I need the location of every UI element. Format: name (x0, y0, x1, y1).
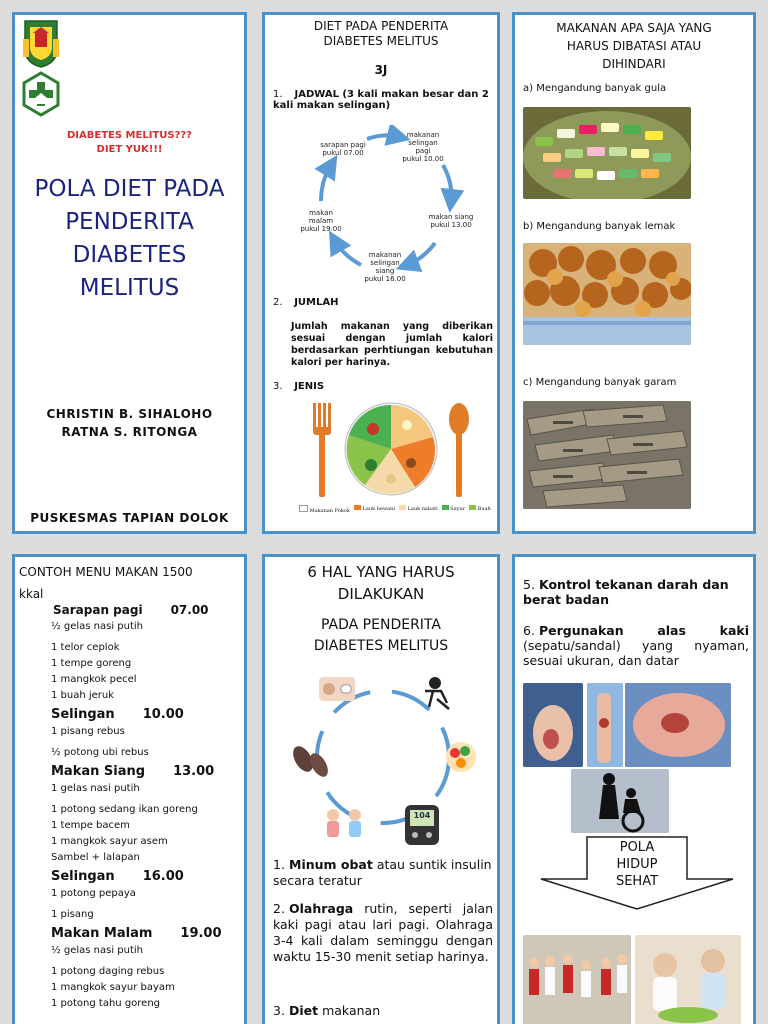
author-1: CHRISTIN B. SIHALOHO (46, 407, 213, 421)
do-item-2-bold: Olahraga (289, 901, 354, 916)
do-item-6-bold: Pergunakan alas kaki (539, 623, 749, 638)
cover-footer: PUSKESMAS TAPIAN DOLOK (30, 511, 229, 525)
foot-icon (289, 743, 331, 780)
menu-item: 1 mangkok pecel (51, 674, 137, 685)
cycle-selingan-pagi (393, 131, 453, 163)
jumlah-item (273, 297, 493, 308)
cycle-selingan-pagi-l2: selingan (408, 139, 438, 147)
author-2: RATNA S. RITONGA (61, 425, 198, 439)
jadwal-item (273, 89, 493, 111)
menu-item: ½ gelas nasi putih (51, 945, 144, 956)
restricted-foods-panel (512, 12, 756, 534)
menu-list (51, 603, 241, 1014)
panel3-title-line-2: HARUS DIBATASI ATAU (566, 39, 702, 53)
group-exercise-photo (523, 935, 631, 1024)
do-item-1-text: atau suntik insulin secara teratur (273, 857, 492, 888)
menu-item: 1 pisang rebus (51, 726, 125, 737)
cycle-makan-siang-label: makan siang (428, 213, 474, 221)
panel5-subtitle (265, 615, 497, 657)
title-line-4: MELITUS (79, 275, 180, 301)
healthy-life-text (587, 839, 687, 890)
healthy-life-panel (512, 554, 756, 1024)
cycle-sarapan (313, 141, 373, 157)
jadwal-text: JADWAL (3 kali makan besar dan 2 kali makan selingan) (273, 89, 489, 111)
do-item-6-text: (sepatu/sandal) yang nyaman, sesuai ukuran, dan datar (523, 638, 749, 668)
healthy-life-line-2: HIDUP (616, 857, 658, 872)
title-line-2: PENDERITA (65, 209, 194, 235)
menu-section-name: Makan Siang (51, 764, 146, 779)
jenis-title: JENIS (294, 381, 325, 392)
cycle-makan-malam-l1: makan (309, 209, 333, 217)
panel5-subtitle-line-1: PADA PENDERITA (321, 617, 441, 633)
puskesmas-logo (21, 71, 61, 117)
sugary-food-photo (523, 107, 691, 199)
do-item-1-number: 1. (273, 857, 285, 872)
foot-wound-photo-3 (625, 683, 731, 767)
cycle-selingan-siang-l3: siang (375, 267, 395, 275)
menu-item: Sambel + lalapan (51, 852, 140, 863)
fried-food-photo (523, 243, 691, 345)
menu-item: 1 gelas nasi putih (51, 783, 140, 794)
menu-item: 1 telor ceplok (51, 642, 120, 653)
jumlah-number: 2. (273, 297, 283, 308)
do-item-5-number: 5. (523, 577, 535, 592)
jadwal-number: 1. (273, 89, 283, 100)
foot-wound-photo-2 (587, 683, 623, 767)
do-item-3-number: 3. (273, 1003, 285, 1018)
spoon-icon (449, 403, 469, 497)
menu-section-name: Makan Malam (51, 926, 153, 941)
legend-makanan-pokok (299, 505, 350, 514)
menu-item: 1 pisang (51, 909, 94, 920)
food-plate-illustration (311, 395, 471, 501)
jumlah-text: Jumlah makanan yang diberikan sesuai dengan jumlah kalori berdasarkan perhtiungan kebutuhan kalori per harinya. (291, 321, 493, 368)
healthy-life-line-3: SEHAT (615, 874, 659, 889)
cover-panel (12, 12, 247, 534)
exercise-icon (425, 677, 449, 709)
cycle-selingan-siang-l2: selingan (370, 259, 400, 267)
menu-item: 1 mangkok sayur bayam (51, 982, 175, 993)
panel3-title-line-1: MAKANAN APA SAJA YANG (556, 21, 712, 35)
legend-lauk-hewani (354, 505, 395, 514)
jenis-item (273, 381, 493, 392)
do-item-1 (273, 857, 493, 889)
cycle-makan-malam-time: pukul 19.00 (300, 225, 342, 233)
title-line-3: DIABETES (72, 242, 187, 268)
do-item-5-bold: Kontrol tekanan darah dan berat badan (523, 577, 729, 607)
menu-section-name: Selingan (51, 869, 115, 884)
legend-lauk-nabati (399, 505, 438, 514)
cycle-selingan-siang (357, 251, 413, 283)
menu-section-time: 16.00 (142, 869, 184, 884)
menu-section-time: 13.00 (173, 764, 215, 779)
healthy-meal-photo (635, 935, 741, 1024)
menu-title-line-2: kkal (19, 587, 44, 601)
menu-section-header (51, 707, 241, 722)
cycle-selingan-pagi-l1: makanan (406, 131, 440, 139)
do-item-3-bold: Diet (289, 1003, 319, 1018)
panel2-subtitle: 3J (374, 63, 388, 77)
menu-section-time: 07.00 (170, 603, 209, 617)
menu-section-header (53, 603, 241, 617)
menu-title-line-1: CONTOH MENU MAKAN 1500 (19, 565, 193, 579)
legend-label-5: Buah (477, 506, 491, 512)
jenis-number: 3. (273, 381, 283, 392)
menu-section-name: Selingan (51, 707, 115, 722)
diet-3j-panel (262, 12, 500, 534)
healthy-life-line-1: POLA (619, 840, 655, 855)
menu-item: 1 tempe bacem (51, 820, 130, 831)
menu-item: ½ potong ubi rebus (51, 747, 149, 758)
panel5-subtitle-line-2: DIABETES MELITUS (313, 638, 449, 654)
cycle-selingan-pagi-time: pukul 10.00 (402, 155, 444, 163)
cycle-selingan-siang-time: pukul 16.00 (364, 275, 406, 283)
panel5-title-line-2: DILAKUKAN (337, 585, 425, 603)
menu-item: 1 tempe goreng (51, 658, 132, 669)
menu-item: 1 buah jeruk (51, 690, 115, 701)
menu-item: 1 mangkok sayur asem (51, 836, 168, 847)
food-icon (446, 742, 476, 772)
sugar-label: a) Mengandung banyak gula (523, 83, 667, 94)
panel2-title-line-2: DIABETES MELITUS (323, 34, 439, 48)
cycle-makan-malam (293, 209, 349, 233)
menu-section-header (51, 764, 241, 779)
menu-section-header (51, 926, 241, 941)
panel3-title-line-3: DIHINDARI (602, 57, 666, 71)
six-things-panel (262, 554, 500, 1024)
menu-section-name: Sarapan pagi (53, 603, 143, 617)
fat-label: b) Mengandung banyak lemak (523, 221, 676, 232)
title-line-1: POLA DIET PADA (34, 176, 225, 202)
doctor-patient-icon (327, 809, 361, 837)
jumlah-title: JUMLAH (294, 297, 339, 308)
cycle-makan-siang-time: pukul 13.00 (430, 221, 472, 229)
panel3-title (515, 19, 753, 73)
authors (15, 405, 244, 441)
cycle-makan-malam-l2: malam (308, 217, 334, 225)
meter-reading: 104 (413, 811, 431, 820)
cycle-sarapan-label: sarapan pagi (320, 141, 366, 149)
foot-wound-photo-1 (523, 683, 583, 767)
cover-subtitle (15, 129, 244, 157)
menu-item: 1 potong tahu goreng (51, 998, 161, 1009)
menu-panel (12, 554, 247, 1024)
menu-section-header (51, 869, 241, 884)
menu-item: ½ gelas nasi putih (51, 621, 144, 632)
cycle-sarapan-time: pukul 07.00 (322, 149, 364, 157)
menu-section-time: 19.00 (180, 926, 222, 941)
do-item-6-number: 6. (523, 623, 535, 638)
do-item-2 (273, 901, 493, 965)
do-item-2-number: 2. (273, 901, 285, 916)
do-item-6 (523, 623, 749, 668)
subtitle-line-2: DIET YUK!!! (96, 144, 163, 155)
cycle-selingan-siang-l1: makanan (368, 251, 402, 259)
legend-buah (469, 505, 491, 514)
fork-icon (313, 403, 331, 497)
do-item-3-text: makanan (318, 1003, 381, 1018)
regency-logo (21, 19, 61, 69)
panel5-title-line-1: 6 HAL YANG HARUS (307, 563, 455, 581)
panel2-title (265, 19, 497, 49)
cover-title (15, 173, 244, 305)
six-things-cycle-diagram (285, 669, 481, 845)
panel5-title (265, 561, 497, 605)
plate-icon (345, 403, 437, 495)
panel2-title-line-1: DIET PADA PENDERITA (313, 19, 449, 33)
subtitle-line-1: DIABETES MELITUS??? (67, 130, 192, 141)
do-item-1-bold: Minum obat (289, 857, 373, 872)
plate-legend (299, 505, 499, 514)
legend-label-3: Lauk nabati (407, 506, 438, 512)
do-item-5 (523, 577, 749, 607)
legend-label-4: Sayur (450, 506, 466, 512)
wheelchair-photo (571, 769, 669, 833)
menu-item: 1 potong daging rebus (51, 966, 165, 977)
menu-title (19, 561, 243, 605)
do-item-2-text: rutin, seperti jalan kaki pagi atau lari pagi. Olahraga 3-4 kali dalam seminggu dengan waktu 15-30 menit setiap harinya. (273, 901, 493, 964)
menu-section-time: 10.00 (142, 707, 184, 722)
menu-item: 1 potong pepaya (51, 888, 136, 899)
legend-label-1: Makanan Pokok (309, 508, 350, 514)
salt-label: c) Mengandung banyak garam (523, 377, 677, 388)
legend-label-2: Lauk hewani (362, 506, 395, 512)
do-item-3 (273, 1003, 493, 1019)
cycle-selingan-pagi-l3: pagi (415, 147, 431, 155)
cycle-makan-siang (421, 213, 481, 229)
medicine-icon (319, 677, 355, 701)
salted-fish-photo (523, 401, 691, 509)
legend-sayur (442, 505, 465, 514)
menu-item: 1 potong sedang ikan goreng (51, 804, 198, 815)
